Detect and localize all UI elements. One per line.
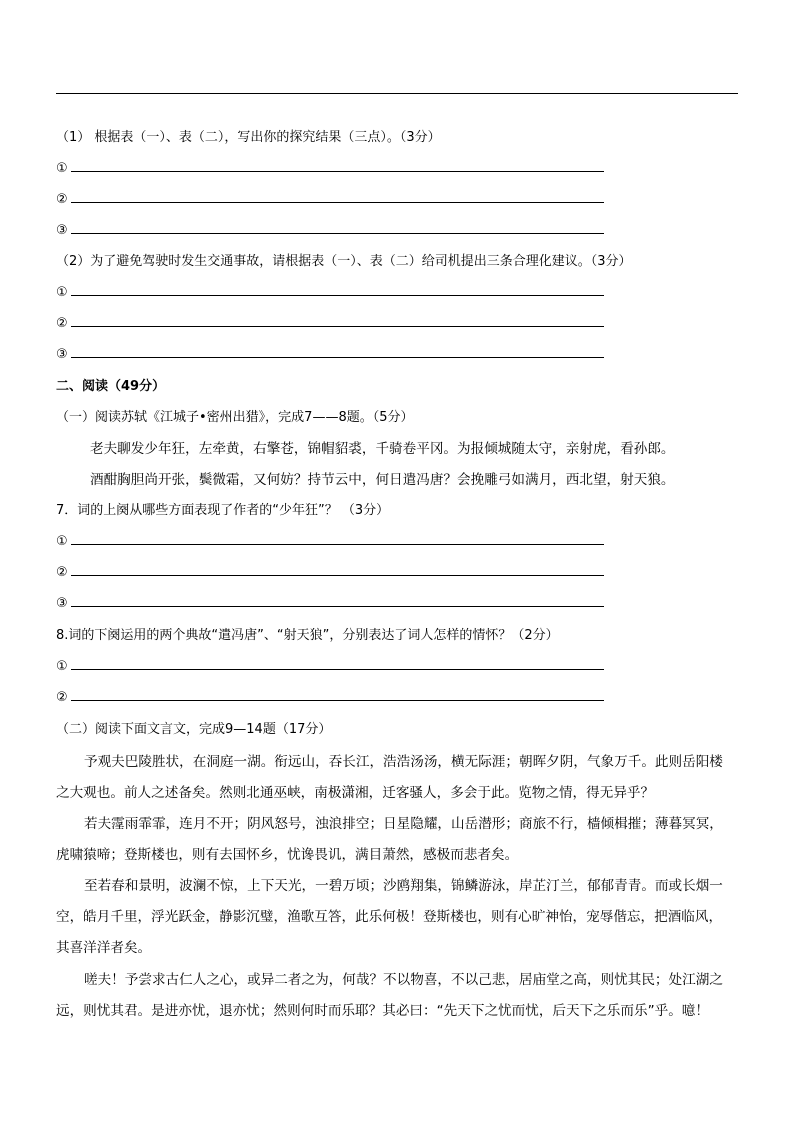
blank-number: ③ (56, 596, 68, 611)
header-rule (56, 93, 738, 94)
answer-blank[interactable] (56, 689, 604, 707)
answer-line (71, 171, 604, 172)
blank-number: ② (56, 316, 68, 331)
prose-line: 嗟夫！予尝求古仁人之心，或异二者之为，何哉？不以物喜，不以己悲，居庙堂之高，则忧其民；处江湖之 (84, 972, 723, 988)
blank-number: ② (56, 192, 68, 207)
section-heading: 二、阅读（49分） (56, 379, 166, 394)
blank-number: ② (56, 690, 68, 705)
answer-line (71, 575, 604, 576)
answer-blank[interactable] (56, 315, 604, 333)
answer-line (71, 326, 604, 327)
blank-number: ① (56, 161, 68, 176)
blank-number: ② (56, 565, 68, 580)
answer-line (71, 544, 604, 545)
prose-line: 予观夫巴陵胜状，在洞庭一湖。衔远山，吞长江，浩浩汤汤，横无际涯；朝晖夕阴，气象万千。此则岳阳楼 (84, 754, 723, 770)
question-2-text: （2）为了避免驾驶时发生交通事故，请根据表（一）、表（二）给司机提出三条合理化建议。（3分） (56, 254, 632, 269)
prose-line: 虎啸猿啼；登斯楼也，则有去国怀乡，忧谗畏讥，满目萧然，感极而悲者矣。 (56, 847, 519, 863)
answer-blank[interactable] (56, 564, 604, 582)
prose-line: 之大观也。前人之述备矣。然则北通巫峡，南极潇湘，迁客骚人，多会于此。览物之情，得无异乎？ (56, 785, 655, 801)
answer-blank[interactable] (56, 284, 604, 302)
answer-line (71, 606, 604, 607)
blank-number: ① (56, 285, 68, 300)
answer-line (71, 700, 604, 701)
prose-line: 远，则忧其君。是进亦忧，退亦忧；然则何时而乐耶？其必曰：“先天下之忧而忧，后天下之乐而乐”乎。噫！ (56, 1003, 709, 1019)
answer-blank[interactable] (56, 160, 604, 178)
prose-line: 若夫霪雨霏霏，连月不开；阴风怒号，浊浪排空；日星隐耀，山岳潜形；商旅不行，樯倾楫摧；薄暮冥冥， (84, 816, 723, 832)
answer-line (71, 295, 604, 296)
answer-line (71, 202, 604, 203)
answer-blank[interactable] (56, 222, 604, 240)
answer-line (71, 669, 604, 670)
blank-number: ③ (56, 223, 68, 238)
prose-line: 其喜洋洋者矣。 (56, 940, 152, 956)
answer-blank[interactable] (56, 191, 604, 209)
poem-line: 老夫聊发少年狂，左牵黄，右擎苍，锦帽貂裘，千骑卷平冈。为报倾城随太守，亲射虎，看孙郎。 (90, 441, 675, 457)
question-1-text: （1） 根据表（一）、表（二），写出你的探究结果（三点）。（3分） (56, 130, 441, 145)
prose-line: 空，皓月千里，浮光跃金，静影沉璧，渔歌互答，此乐何极！登斯楼也，则有心旷神怡，宠辱偕忘，把酒临风， (56, 909, 723, 925)
prose-line: 至若春和景明，波澜不惊，上下天光，一碧万顷；沙鸥翔集，锦鳞游泳，岸芷汀兰，郁郁青青。而或长烟一 (84, 878, 723, 894)
answer-blank[interactable] (56, 346, 604, 364)
blank-number: ① (56, 534, 68, 549)
question-8-text: 8.词的下阕运用的两个典故“遣冯唐”、“射天狼”，分别表达了词人怎样的情怀？（2分） (56, 628, 559, 643)
poem-line: 酒酣胸胆尚开张，鬓微霜，又何妨？持节云中，何日遣冯唐？会挽雕弓如满月，西北望，射天狼。 (90, 472, 675, 488)
blank-number: ③ (56, 347, 68, 362)
answer-blank[interactable] (56, 533, 604, 551)
answer-blank[interactable] (56, 595, 604, 613)
question-7-text: 7．词的上阕从哪些方面表现了作者的“少年狂”？ （3分） (56, 503, 390, 518)
subsection-heading: （一）阅读苏轼《江城子•密州出猎》，完成7——8题。（5分） (56, 410, 414, 425)
answer-line (71, 233, 604, 234)
answer-line (71, 357, 604, 358)
answer-blank[interactable] (56, 658, 604, 676)
subsection-heading: （二）阅读下面文言文，完成9—14题（17分） (56, 722, 332, 737)
blank-number: ① (56, 659, 68, 674)
